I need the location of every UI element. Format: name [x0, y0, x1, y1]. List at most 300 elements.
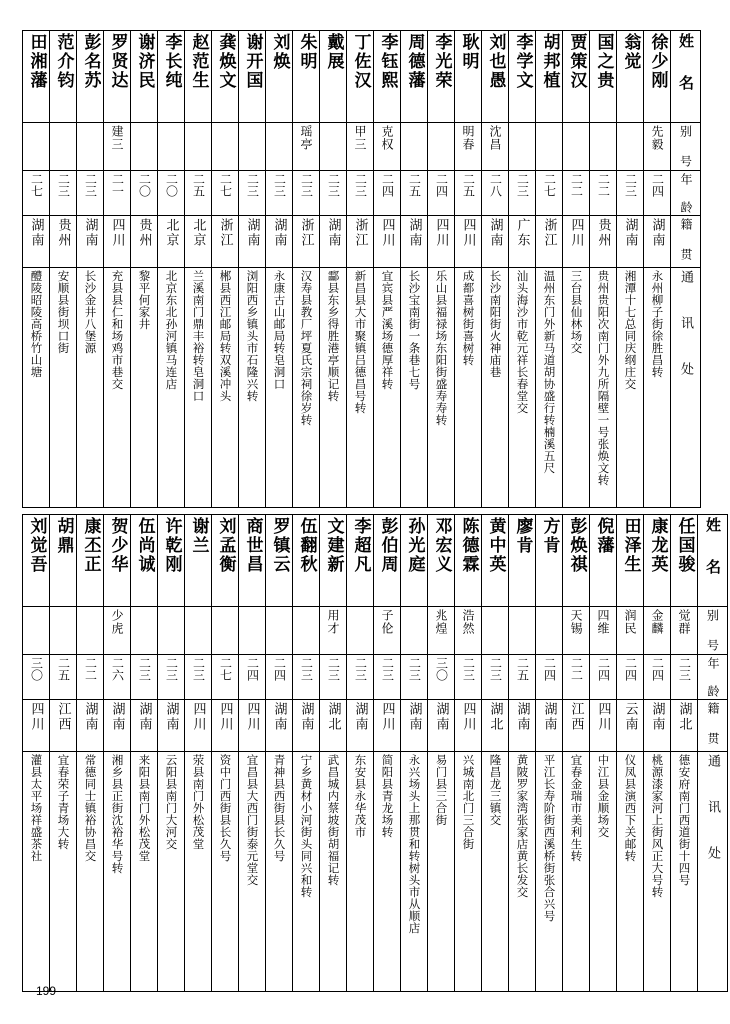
row-label-text: 年 龄 [706, 657, 720, 699]
cell-name [77, 515, 104, 607]
cell-address [644, 268, 671, 508]
cell-name [77, 31, 104, 123]
cell-province [266, 216, 293, 268]
cell-age [482, 171, 509, 216]
age-value: 二三 [326, 173, 341, 197]
cell-province [347, 700, 374, 752]
page-number: 199 [36, 984, 57, 998]
age-value: 二八 [488, 173, 503, 197]
province-value: 湖南 [271, 702, 287, 732]
cell-alias [590, 123, 617, 171]
cell-alias [212, 607, 239, 655]
address-value: 简阳县青龙场转 [380, 754, 395, 838]
cell-address [50, 752, 77, 992]
province-value: 四川 [433, 218, 449, 248]
name-value: 范介钧 [53, 33, 74, 90]
cell-province [563, 216, 590, 268]
cell-name [617, 31, 644, 123]
address-value: 黎平何家井 [137, 270, 152, 330]
cell-name [563, 515, 590, 607]
cell-alias [347, 123, 374, 171]
age-value: 二三 [353, 657, 368, 681]
cell-address [347, 752, 374, 992]
name-value: 倪藩 [593, 517, 614, 555]
province-value: 湖南 [649, 218, 665, 248]
register-table-top [22, 30, 701, 508]
name-value: 刘觉吾 [26, 517, 47, 574]
cell-province [212, 216, 239, 268]
cell-age [509, 655, 536, 700]
cell-name [563, 31, 590, 123]
province-value: 湖南 [109, 702, 125, 732]
cell-alias [482, 607, 509, 655]
age-value: 二〇 [164, 173, 179, 197]
cell-province [644, 216, 671, 268]
age-value: 二三 [83, 173, 98, 197]
alias-value: 兆煌 [434, 609, 448, 635]
cell-name [347, 31, 374, 123]
cell-age [23, 655, 50, 700]
age-value: 二五 [461, 173, 476, 197]
cell-alias [455, 123, 482, 171]
age-value: 二三 [515, 173, 530, 197]
cell-address [104, 752, 131, 992]
province-value: 北京 [190, 218, 206, 248]
age-value: 二四 [623, 657, 638, 681]
name-value: 伍尚诚 [134, 517, 155, 574]
cell-age [239, 655, 266, 700]
cell-name [644, 515, 671, 607]
age-value: 二三 [164, 657, 179, 681]
row-label-age [671, 171, 701, 216]
province-value: 湖南 [433, 702, 449, 732]
province-value: 湖南 [163, 702, 179, 732]
cell-province [158, 700, 185, 752]
address-value: 宜昌县大西门街泰元堂交 [245, 754, 260, 886]
cell-age [131, 171, 158, 216]
row-label-text: 通 讯 处 [705, 754, 720, 869]
age-value: 二四 [542, 657, 557, 681]
cell-address [347, 268, 374, 508]
age-value: 二四 [434, 173, 449, 197]
cell-name [158, 31, 185, 123]
table-row-alias [23, 607, 728, 655]
row-label-text: 别 号 [678, 125, 693, 170]
cell-address [320, 268, 347, 508]
cell-name [374, 31, 401, 123]
cell-age [293, 171, 320, 216]
province-value: 湖南 [325, 218, 341, 248]
cell-province [590, 216, 617, 268]
cell-province [536, 700, 563, 752]
cell-alias [104, 123, 131, 171]
cell-address [239, 752, 266, 992]
cell-name [320, 31, 347, 123]
province-value: 四川 [595, 702, 611, 732]
address-value: 宁乡黄材小河街头同兴和转 [299, 754, 314, 898]
cell-province [401, 700, 428, 752]
cell-alias [320, 607, 347, 655]
cell-province [23, 700, 50, 752]
cell-age [563, 655, 590, 700]
row-label-text: 姓 名 [704, 517, 722, 580]
cell-address [563, 268, 590, 508]
cell-name [293, 31, 320, 123]
cell-alias [266, 123, 293, 171]
address-value: 易门县三合街 [434, 754, 449, 826]
row-label-alias [698, 607, 728, 655]
cell-name [131, 31, 158, 123]
cell-age [617, 655, 644, 700]
cell-address [320, 752, 347, 992]
name-value: 任国骏 [674, 517, 695, 574]
table-row-province [23, 216, 701, 268]
cell-province [50, 216, 77, 268]
cell-alias [131, 607, 158, 655]
row-label-alias [671, 123, 701, 171]
cell-alias [131, 123, 158, 171]
cell-alias [158, 123, 185, 171]
cell-alias [266, 607, 293, 655]
address-value: 资中门西街县长久号 [218, 754, 233, 862]
cell-name [671, 515, 698, 607]
cell-age [644, 655, 671, 700]
cell-province [509, 700, 536, 752]
name-value: 贺少华 [107, 517, 128, 574]
province-value: 四川 [568, 218, 584, 248]
register-table [22, 30, 701, 508]
name-value: 朱明 [296, 33, 317, 71]
cell-alias [374, 123, 401, 171]
cell-province [509, 216, 536, 268]
name-value: 廖肯 [512, 517, 533, 555]
province-value: 浙江 [352, 218, 368, 248]
age-value: 二三 [137, 657, 152, 681]
cell-address [401, 752, 428, 992]
address-value: 汕头海沙市乾元祥长春堂交 [515, 270, 530, 414]
age-value: 二二 [569, 657, 584, 681]
age-value: 二三 [407, 657, 422, 681]
province-value: 四川 [28, 702, 44, 732]
cell-age [266, 171, 293, 216]
cell-name [374, 515, 401, 607]
address-value: 荥县南门外松茂堂 [191, 754, 206, 850]
cell-address [590, 752, 617, 992]
cell-name [536, 31, 563, 123]
row-label-address [698, 752, 728, 992]
province-value: 湖北 [325, 702, 341, 732]
cell-address [536, 752, 563, 992]
cell-name [320, 515, 347, 607]
cell-alias [50, 123, 77, 171]
address-value: 安顺县街坝口街 [56, 270, 71, 354]
cell-age [455, 171, 482, 216]
cell-age [50, 171, 77, 216]
name-value: 李长纯 [161, 33, 182, 90]
address-value: 北京东北孙河镇马连店 [164, 270, 179, 390]
cell-address [617, 752, 644, 992]
cell-address [509, 268, 536, 508]
cell-name [104, 515, 131, 607]
cell-province [590, 700, 617, 752]
cell-alias [482, 123, 509, 171]
cell-age [428, 171, 455, 216]
cell-age [23, 171, 50, 216]
cell-address [23, 752, 50, 992]
name-value: 谢开国 [242, 33, 263, 90]
name-value: 商世昌 [242, 517, 263, 574]
row-label-text: 年 龄 [679, 173, 693, 215]
cell-age [320, 171, 347, 216]
age-value: 二三 [623, 173, 638, 197]
cell-name [293, 515, 320, 607]
province-value: 四川 [379, 218, 395, 248]
age-value: 二三 [326, 657, 341, 681]
province-value: 湖北 [487, 702, 503, 732]
table-row-age [23, 655, 728, 700]
cell-name [266, 31, 293, 123]
table-row-address [23, 268, 701, 508]
cell-alias [185, 123, 212, 171]
alias-value: 甲三 [353, 125, 367, 151]
province-value: 四川 [190, 702, 206, 732]
province-value: 湖南 [649, 702, 665, 732]
province-value: 湖南 [82, 218, 98, 248]
name-value: 徐少刚 [647, 33, 668, 90]
cell-province [671, 700, 698, 752]
cell-age [50, 655, 77, 700]
address-value: 三台县仙林场交 [569, 270, 584, 354]
cell-name [644, 31, 671, 123]
age-value: 二六 [110, 657, 125, 681]
cell-alias [428, 123, 455, 171]
age-value: 二七 [218, 173, 233, 197]
cell-alias [428, 607, 455, 655]
cell-alias [617, 123, 644, 171]
cell-province [266, 700, 293, 752]
cell-age [401, 655, 428, 700]
cell-address [185, 268, 212, 508]
address-value: 永兴场头上那贯和转树头市从顺店 [407, 754, 422, 934]
cell-province [185, 700, 212, 752]
cell-province [374, 700, 401, 752]
name-value: 康龙英 [647, 517, 668, 574]
cell-address [131, 752, 158, 992]
cell-name [347, 515, 374, 607]
cell-name [239, 31, 266, 123]
cell-name [428, 31, 455, 123]
row-label-age [698, 655, 728, 700]
table-row-age [23, 171, 701, 216]
cell-address [212, 268, 239, 508]
cell-alias [293, 607, 320, 655]
age-value: 二四 [650, 657, 665, 681]
age-value: 二四 [272, 657, 287, 681]
cell-province [77, 216, 104, 268]
cell-province [212, 700, 239, 752]
cell-name [590, 31, 617, 123]
address-value: 来阳县南门外松茂堂 [137, 754, 152, 862]
address-value: 醴陵昭陵高桥竹山塘 [29, 270, 44, 378]
row-label-address [671, 268, 701, 508]
age-value: 二七 [218, 657, 233, 681]
cell-province [185, 216, 212, 268]
cell-province [617, 216, 644, 268]
cell-name [50, 515, 77, 607]
cell-province [131, 216, 158, 268]
address-value: 长沙南阳街火神庙巷 [488, 270, 503, 378]
cell-address [23, 268, 50, 508]
cell-province [23, 216, 50, 268]
cell-alias [401, 607, 428, 655]
cell-address [671, 752, 698, 992]
cell-alias [347, 607, 374, 655]
row-label-province [671, 216, 701, 268]
name-value: 刘孟衡 [215, 517, 236, 574]
province-value: 云南 [622, 702, 638, 732]
name-value: 田湘藩 [26, 33, 47, 90]
name-value: 国之贵 [593, 33, 614, 90]
name-value: 罗镇云 [269, 517, 290, 574]
cell-age [77, 171, 104, 216]
cell-province [320, 216, 347, 268]
cell-alias [401, 123, 428, 171]
address-value: 东安县永华茂市 [353, 754, 368, 838]
province-value: 湖南 [406, 218, 422, 248]
cell-name [455, 31, 482, 123]
cell-province [320, 700, 347, 752]
name-value: 彭名苏 [80, 33, 101, 90]
cell-alias [590, 607, 617, 655]
age-value: 二三 [299, 173, 314, 197]
cell-address [212, 752, 239, 992]
age-value: 二三 [272, 173, 287, 197]
alias-value: 少虎 [110, 609, 124, 635]
cell-age [77, 655, 104, 700]
cell-age [536, 655, 563, 700]
age-value: 二五 [191, 173, 206, 197]
province-value: 湖南 [514, 702, 530, 732]
cell-address [563, 752, 590, 992]
row-label-name [671, 31, 701, 123]
cell-province [293, 700, 320, 752]
name-value: 文建新 [323, 517, 344, 574]
province-value: 湖南 [541, 702, 557, 732]
address-value: 德安府南门西道街十四号 [677, 754, 692, 886]
age-value: 二三 [191, 657, 206, 681]
province-value: 湖南 [136, 702, 152, 732]
cell-address [158, 752, 185, 992]
name-value: 李光荣 [431, 33, 452, 90]
cell-age [131, 655, 158, 700]
cell-age [212, 655, 239, 700]
cell-name [509, 515, 536, 607]
cell-province [239, 700, 266, 752]
cell-address [77, 268, 104, 508]
name-value: 胡鼎 [53, 517, 74, 555]
cell-address [293, 752, 320, 992]
cell-province [104, 700, 131, 752]
cell-name [617, 515, 644, 607]
cell-age [266, 655, 293, 700]
age-value: 二三 [245, 173, 260, 197]
cell-address [185, 752, 212, 992]
name-value: 康丕正 [80, 517, 101, 574]
row-label-name [698, 515, 728, 607]
cell-age [644, 171, 671, 216]
cell-name [509, 31, 536, 123]
cell-alias [563, 607, 590, 655]
age-value: 二五 [515, 657, 530, 681]
cell-age [320, 655, 347, 700]
province-value: 湖南 [622, 218, 638, 248]
cell-name [212, 515, 239, 607]
row-label-text: 籍 贯 [706, 702, 720, 747]
address-value: 充县县仁和场鸡市巷交 [110, 270, 125, 390]
register-table [22, 514, 728, 992]
address-value: 桃源漆家河上街风正大号转 [650, 754, 665, 898]
cell-name [239, 515, 266, 607]
province-value: 四川 [460, 218, 476, 248]
age-value: 三〇 [434, 657, 449, 681]
cell-name [185, 515, 212, 607]
cell-alias [320, 123, 347, 171]
cell-alias [293, 123, 320, 171]
cell-name [455, 515, 482, 607]
address-value: 新昌县大市聚镇吕德昌号转 [353, 270, 368, 414]
cell-age [212, 171, 239, 216]
name-value: 李学文 [512, 33, 533, 90]
cell-address [374, 752, 401, 992]
name-value: 伍翻秋 [296, 517, 317, 574]
cell-age [158, 655, 185, 700]
cell-address [482, 752, 509, 992]
table-row-name [23, 31, 701, 123]
row-label-province [698, 700, 728, 752]
cell-name [482, 515, 509, 607]
age-value: 二二 [596, 173, 611, 197]
cell-province [563, 700, 590, 752]
cell-address [104, 268, 131, 508]
cell-alias [374, 607, 401, 655]
alias-value: 子伦 [380, 609, 394, 635]
cell-province [482, 216, 509, 268]
cell-alias [644, 123, 671, 171]
province-value: 江西 [568, 702, 584, 732]
cell-age [590, 655, 617, 700]
cell-alias [671, 607, 698, 655]
name-value: 谢济民 [134, 33, 155, 90]
alias-value: 用才 [326, 609, 340, 635]
address-value: 长沙宝南街一条巷七号 [407, 270, 422, 390]
province-value: 浙江 [541, 218, 557, 248]
province-value: 湖南 [406, 702, 422, 732]
cell-address [266, 268, 293, 508]
cell-province [617, 700, 644, 752]
alias-value: 明春 [461, 125, 475, 151]
cell-province [455, 216, 482, 268]
cell-name [401, 515, 428, 607]
cell-alias [455, 607, 482, 655]
alias-value: 瑶亭 [299, 125, 313, 151]
cell-age [185, 171, 212, 216]
address-value: 长沙金井八堡源 [83, 270, 98, 354]
province-value: 湖南 [487, 218, 503, 248]
address-value: 兴城南北门三合街 [461, 754, 476, 850]
cell-alias [536, 607, 563, 655]
cell-name [23, 515, 50, 607]
address-value: 酃县东乡得胜港亭顺记转 [326, 270, 341, 402]
